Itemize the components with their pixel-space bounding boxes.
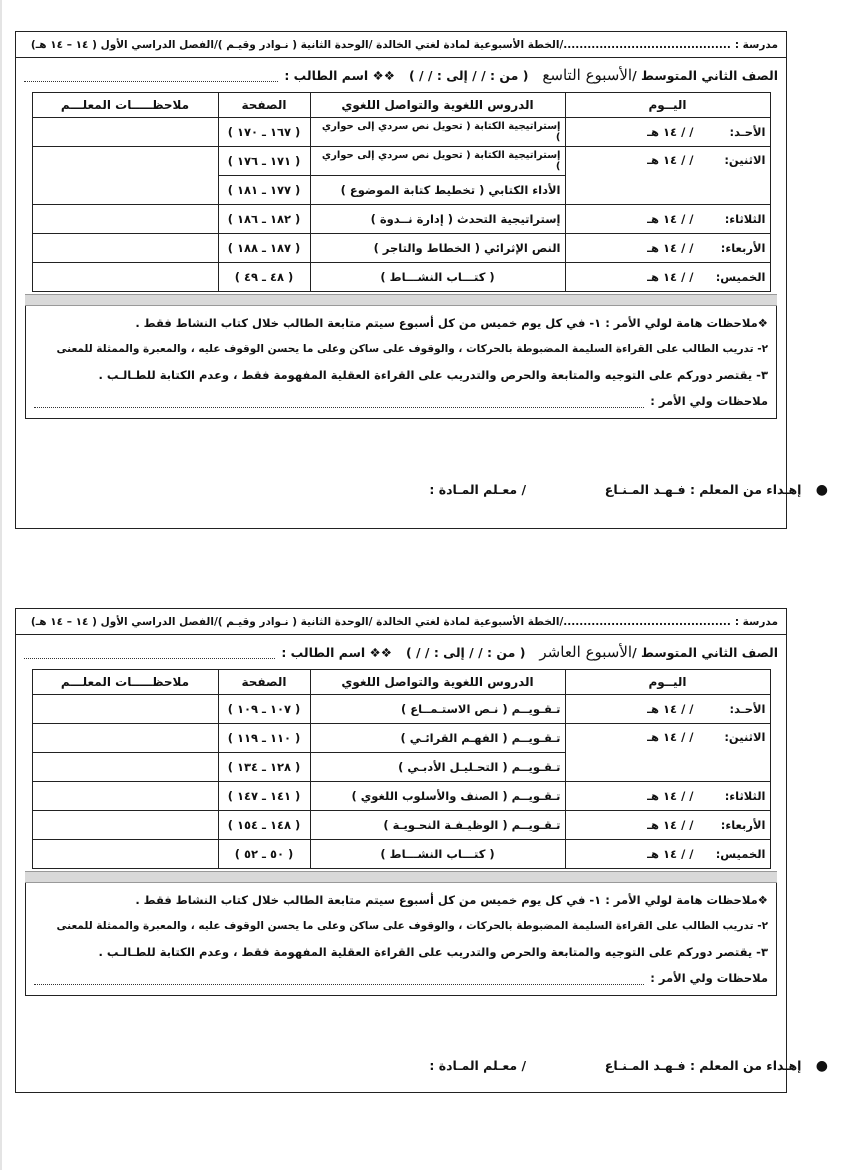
student-name-label: ❖❖ اسم الطالب :	[281, 644, 392, 660]
divider-bar	[25, 871, 777, 883]
table-row	[32, 840, 770, 869]
page-range: ( ١٨٧ ـ ١٨٨ )	[218, 234, 310, 263]
lesson: تـقـويــم ( الوظيـفـة النحـويـة )	[310, 811, 565, 840]
col-lessons: الدروس اللغوية والتواصل اللغوي	[310, 670, 565, 695]
lesson: النص الإثرائي ( الخطاط والتاجر )	[310, 234, 565, 263]
col-notes: ملاحظـــــات المعلـــم	[32, 93, 218, 118]
teacher-notes-cell[interactable]	[32, 782, 218, 811]
parent-notice	[25, 306, 777, 419]
grade-label: الصف الثاني المتوسط /	[632, 67, 778, 83]
day-name: الثلاثاء:	[724, 789, 766, 803]
notice-line-2: ٢- تدريب الطالب على القراءة السليمة المضبوطة بالحركات ، والوقوف على ساكن وعلى ما يحسن الوقوف عليه ، والمعبرة والممثلة للمعنى	[56, 343, 768, 355]
plan-header	[16, 609, 786, 635]
footer-week-10	[429, 1058, 828, 1074]
teacher-notes-cell[interactable]	[32, 118, 218, 147]
col-page: الصفحة	[218, 670, 310, 695]
day-name: الثلاثاء:	[724, 212, 766, 226]
page-range: ( ١٧٧ ـ ١٨١ )	[218, 176, 310, 205]
col-day: اليــوم	[565, 93, 770, 118]
notice-line-1: ❖ملاحظات هامة لولي الأمر : ١- في كل يوم خميس من كل أسبوع سيتم متابعة الطالب خلال كتاب النشاط فقط .	[135, 893, 768, 907]
day-name: الاثنين:	[724, 153, 766, 167]
day-name: الأربعاء:	[720, 818, 766, 832]
table-row	[32, 205, 770, 234]
subject-teacher: / معـلم المـادة :	[429, 1058, 527, 1073]
parent-notes-label: ملاحظات ولي الأمر :	[650, 394, 768, 408]
page-range: ( ٤٨ ـ ٤٩ )	[218, 263, 310, 292]
day-name: الأحـد:	[729, 125, 766, 139]
table-row	[32, 147, 770, 176]
student-name-field[interactable]	[24, 69, 278, 82]
day-name: الخميس:	[715, 847, 766, 861]
schedule-table	[32, 92, 771, 292]
bullet-icon: ●	[815, 1058, 828, 1074]
table-row	[32, 782, 770, 811]
parent-notes-label: ملاحظات ولي الأمر :	[650, 971, 768, 985]
day-name: الاثنين:	[724, 730, 766, 744]
parent-notes-field[interactable]	[34, 972, 644, 985]
bullet-icon: ●	[815, 482, 828, 498]
school-dots: ..........................................	[563, 38, 731, 51]
lesson: إستراتيجية التحدث ( إدارة نــدوة )	[310, 205, 565, 234]
day-date: / / ١٤ هـ	[647, 789, 694, 803]
page-edge	[0, 0, 2, 1170]
week-label: الأسبوع التاسع	[542, 66, 633, 84]
student-name-label: ❖❖ اسم الطالب :	[284, 67, 395, 83]
school-dots: ..........................................	[563, 615, 731, 628]
day-date: / / ١٤ هـ	[647, 153, 694, 167]
teacher-notes-cell[interactable]	[32, 753, 218, 782]
col-page: الصفحة	[218, 93, 310, 118]
page-range: ( ١٨٢ ـ ١٨٦ )	[218, 205, 310, 234]
divider-bar	[25, 294, 777, 306]
lesson: تـقـويــم ( التحـليـل الأدبـي )	[310, 753, 565, 782]
day-date: / / ١٤ هـ	[647, 730, 694, 744]
day-date: / / ١٤ هـ	[647, 847, 694, 861]
lesson: إستراتيجية الكتابة ( تحويل نص سردي إلى حواري )	[310, 118, 565, 147]
day-date: / / ١٤ هـ	[647, 818, 694, 832]
day-date: / / ١٤ هـ	[647, 125, 694, 139]
parent-notice	[25, 883, 777, 996]
plan-title: /الخطة الأسبوعية لمادة لغتي الخالدة /الوحدة الثانية ( نـوادر وقيـم )/الفصل الدراسي الأول ( ١٤ – ١٤ هـ)	[30, 38, 564, 51]
lesson: ( كتـــاب النشـــاط )	[310, 263, 565, 292]
school-label: مدرسة :	[734, 38, 778, 51]
parent-notes-field[interactable]	[34, 395, 644, 408]
student-name-field[interactable]	[24, 646, 275, 659]
lesson: ( كتـــاب النشـــاط )	[310, 840, 565, 869]
weekly-plan-week-10	[15, 608, 787, 1093]
day-date: / / ١٤ هـ	[647, 702, 694, 716]
student-info-line	[16, 635, 786, 669]
date-range: ( من : / / إلى : / / )	[408, 67, 529, 83]
teacher-notes-cell[interactable]	[32, 840, 218, 869]
table-row	[32, 263, 770, 292]
notice-line-3: ٣- يقتصر دوركم على التوجيه والمتابعة والحرص والتدريب على القراءة العقلية المفهومة فقط ، وعدم الكتابة للطـالـب .	[98, 945, 768, 959]
lesson: تـقـويــم ( نـص الاستـمــاع )	[310, 695, 565, 724]
page-range: ( ١٤٨ ـ ١٥٤ )	[218, 811, 310, 840]
page-range: ( ١١٠ ـ ١١٩ )	[218, 724, 310, 753]
teacher-notes-cell[interactable]	[32, 263, 218, 292]
table-row	[32, 234, 770, 263]
table-row	[32, 118, 770, 147]
lesson: إستراتيجية الكتابة ( تحويل نص سردي إلى حواري )	[310, 147, 565, 176]
col-day: اليــوم	[565, 670, 770, 695]
page-range: ( ١٦٧ ـ ١٧٠ )	[218, 118, 310, 147]
day-name: الأربعاء:	[720, 241, 766, 255]
day-date: / / ١٤ هـ	[647, 212, 694, 226]
teacher-notes-cell[interactable]	[32, 147, 218, 205]
lesson: الأداء الكتابي ( تخطيط كتابة الموضوع )	[310, 176, 565, 205]
teacher-notes-cell[interactable]	[32, 205, 218, 234]
teacher-notes-cell[interactable]	[32, 724, 218, 753]
day-name: الخميس:	[715, 270, 766, 284]
day-date: / / ١٤ هـ	[647, 241, 694, 255]
col-lessons: الدروس اللغوية والتواصل اللغوي	[310, 93, 565, 118]
table-row	[32, 811, 770, 840]
day-name: الأحـد:	[729, 702, 766, 716]
grade-label: الصف الثاني المتوسط /	[632, 644, 778, 660]
notice-line-2: ٢- تدريب الطالب على القراءة السليمة المضبوطة بالحركات ، والوقوف على ساكن وعلى ما يحسن الوقوف عليه ، والمعبرة والممثلة للمعنى	[56, 920, 768, 932]
school-label: مدرسة :	[734, 615, 778, 628]
page-range: ( ١٧١ ـ ١٧٦ )	[218, 147, 310, 176]
plan-header	[16, 32, 786, 58]
table-row	[32, 695, 770, 724]
teacher-notes-cell[interactable]	[32, 695, 218, 724]
lesson: تـقـويــم ( الصنف والأسلوب اللغوي )	[310, 782, 565, 811]
subject-teacher: / معـلم المـادة :	[429, 482, 527, 497]
teacher-notes-cell[interactable]	[32, 234, 218, 263]
teacher-notes-cell[interactable]	[32, 811, 218, 840]
lesson: تـقـويــم ( الفهـم القرائـي )	[310, 724, 565, 753]
page-range: ( ٥٠ ـ ٥٢ )	[218, 840, 310, 869]
col-notes: ملاحظـــــات المعلـــم	[32, 670, 218, 695]
notice-line-1: ❖ملاحظات هامة لولي الأمر : ١- في كل يوم خميس من كل أسبوع سيتم متابعة الطالب خلال كتاب النشاط فقط .	[135, 316, 768, 330]
notice-line-3: ٣- يقتصر دوركم على التوجيه والمتابعة والحرص والتدريب على القراءة العقلية المفهومة فقط ، وعدم الكتابة للطـالـب .	[98, 368, 768, 382]
schedule-table	[32, 669, 771, 869]
table-row	[32, 724, 770, 753]
day-date: / / ١٤ هـ	[647, 270, 694, 284]
student-info-line	[16, 58, 786, 92]
page-range: ( ١٠٧ ـ ١٠٩ )	[218, 695, 310, 724]
date-range: ( من : / / إلى : / / )	[405, 644, 526, 660]
dedication: إهـداء من المعلم : فـهـد المـنـاع	[604, 482, 802, 497]
week-label: الأسبوع العاشر	[539, 643, 633, 661]
plan-title: /الخطة الأسبوعية لمادة لغتي الخالدة /الوحدة الثانية ( نـوادر وقيـم )/الفصل الدراسي الأول ( ١٤ – ١٤ هـ)	[30, 615, 564, 628]
weekly-plan-week-9	[15, 31, 787, 529]
page-range: ( ١٤١ ـ ١٤٧ )	[218, 782, 310, 811]
dedication: إهـداء من المعلم : فـهـد المـنـاع	[604, 1058, 802, 1073]
page-range: ( ١٢٨ ـ ١٣٤ )	[218, 753, 310, 782]
footer-week-9	[429, 482, 828, 498]
